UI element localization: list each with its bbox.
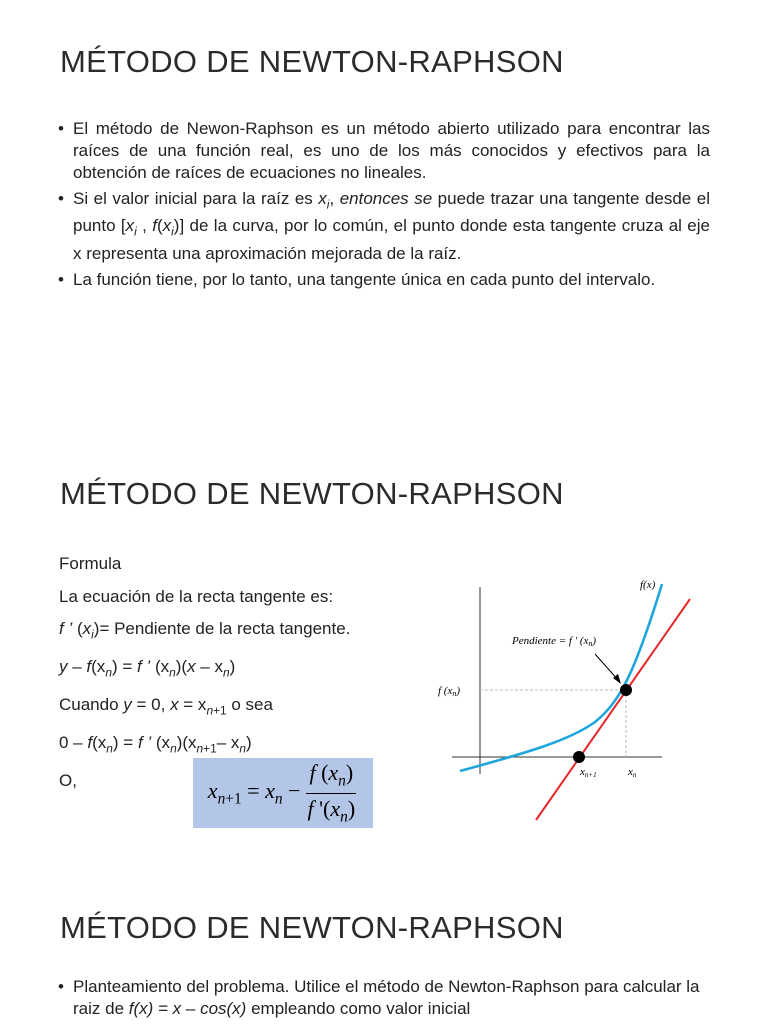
xn-label: xn (628, 766, 637, 779)
root-approximation-point (573, 751, 585, 763)
fxn-label: f (xn) (438, 685, 461, 698)
derivation-line: f ’ $(x_i)=$ Pendiente de la recta tangente. (59, 619, 351, 642)
tangent-point (620, 684, 632, 696)
slide-title: MÉTODO DE NEWTON-RAPHSON (60, 910, 564, 945)
bullet-list (58, 118, 710, 295)
bullet-item: • El método de Newon-Raphson es un método abierto utilizado para encontrar las raíces de una función real, es uno de los más conocidos y efectivos para la obtención de raíces de ecuaciones no lineales. (58, 118, 710, 184)
slide-title: MÉTODO DE NEWTON-RAPHSON (60, 476, 564, 511)
bullet-item: • Planteamiento del problema. Utilice el método de Newton-Raphson para calcular la raiz de f(x) = x – cos(x) empleando como valor inicial (58, 976, 710, 1020)
bullet-item: • La función tiene, por lo tanto, una tangente única en cada punto del intervalo. (58, 269, 710, 291)
newton-raphson-formula: $x_{n+1} = x_n$ − $\frac{f (x_n)}{f '(x_n)}$ (193, 758, 373, 828)
tangent-line (536, 599, 690, 820)
bullet-item: • Si el valor inicial para la raíz es $x_i$, entonces se puede trazar una tangente desde el punto [$x_i$ , $f(x_i)$] de la curva, por lo común, el punto donde esta tangente cruza al eje x representa una aproximación mejorada de la raíz. (58, 188, 710, 265)
derivation-line: La ecuación de la recta tangente es: (59, 586, 334, 606)
tangent-graph (430, 572, 700, 832)
slide-introduction (0, 0, 768, 430)
bullet-list (58, 976, 710, 1024)
slope-label: Pendiente = f ′ (xn) (512, 635, 597, 648)
curve-label: f(x) (640, 579, 656, 591)
slide-title: MÉTODO DE NEWTON-RAPHSON (60, 44, 564, 79)
function-curve (460, 584, 662, 771)
derivation-line: $0 - f(x_n) = f$ ’ $(x_n)(x_{n+1}-$ $x_n$) (59, 732, 252, 756)
derivation-line: $y - f(x_n) = f$ ’ $(x_n)(x - x_n)$ (59, 656, 236, 680)
xn1-label: xn+1 (580, 766, 597, 779)
formula-heading: Formula (59, 554, 122, 573)
slide-problem (0, 880, 768, 1024)
slide-formula (0, 452, 768, 872)
derivation-line: Cuando y = 0, $x = x_{n+1}$ o sea (59, 694, 273, 718)
derivation-line: O, (59, 770, 77, 790)
